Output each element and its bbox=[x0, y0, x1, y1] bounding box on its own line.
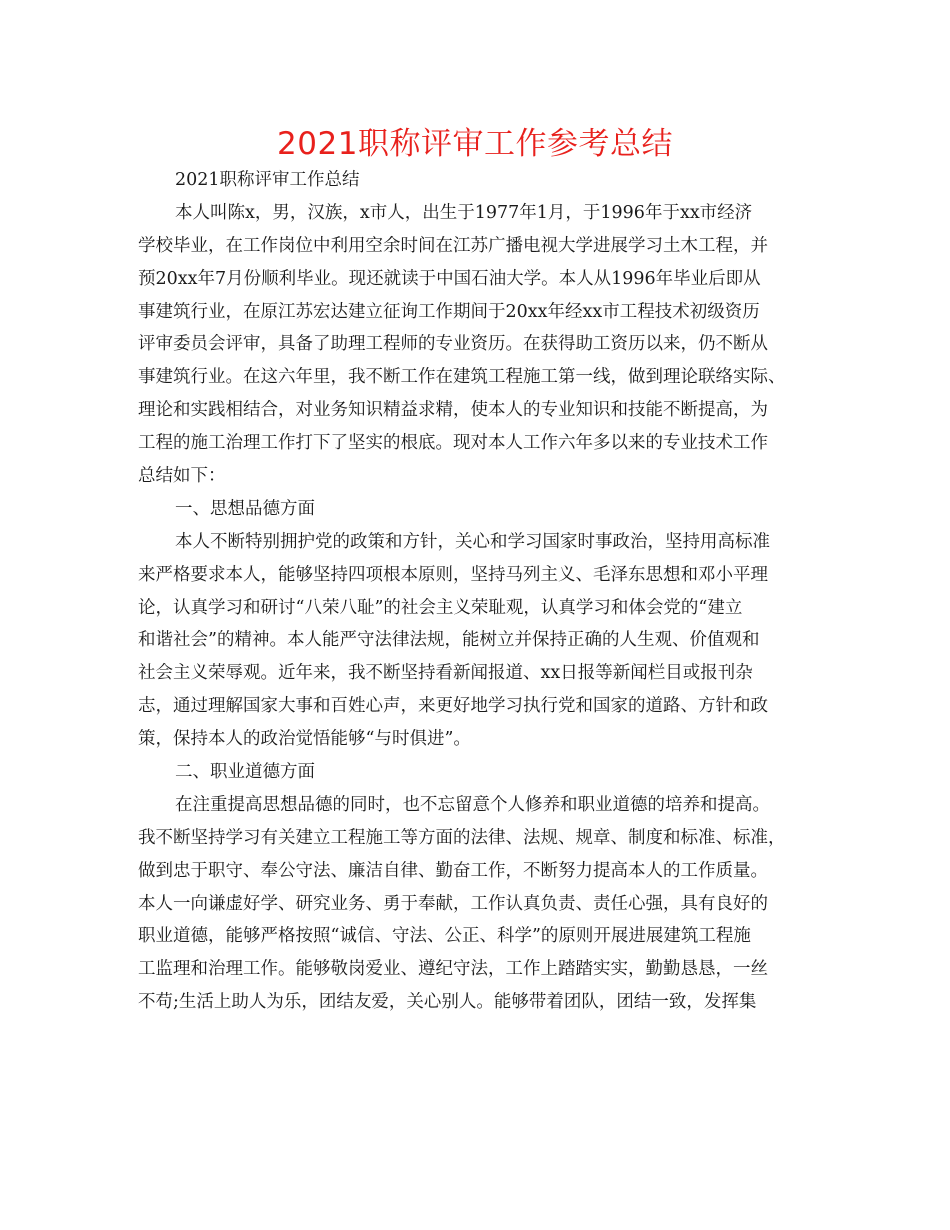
subtitle-line: 2021职称评审工作总结 bbox=[175, 170, 360, 190]
paragraph-line: 本人不断特别拥护党的政策和方针，关心和学习国家时事政治，坚持用高标准 bbox=[175, 531, 770, 552]
paragraph-line: 理论和实践相结合，对业务知识精益求精，使本人的专业知识和技能不断提高，为 bbox=[138, 400, 768, 421]
paragraph-line: 评审委员会评审，具备了助理工程师的专业资历。在获得助工资历以来，仍不断从 bbox=[138, 334, 768, 355]
paragraph-line: 职业道德，能够严格按照“诚信、守法、公正、科学”的原则开展进展建筑工程施 bbox=[138, 926, 751, 947]
paragraph-line: 事建筑行业，在原江苏宏达建立征询工作期间于20xx年经xx市工程技术初级资历 bbox=[138, 301, 760, 322]
paragraph-line: 学校毕业，在工作岗位中利用空余时间在江苏广播电视大学进展学习土木工程，并 bbox=[138, 235, 768, 256]
paragraph-line: 事建筑行业。在这六年里，我不断工作在建筑工程施工第一线，做到理论联络实际、 bbox=[138, 367, 786, 388]
section-heading: 二、职业道德方面 bbox=[175, 762, 315, 783]
paragraph-line: 论，认真学习和研讨“八荣八耻”的社会主义荣耻观，认真学习和体会党的“建立 bbox=[138, 597, 743, 618]
paragraph-line: 策，保持本人的政治觉悟能够“与时俱进”。 bbox=[138, 729, 471, 750]
paragraph-line: 我不断坚持学习有关建立工程施工等方面的法律、法规、规章、制度和标准、标准， bbox=[138, 827, 786, 848]
paragraph-line: 做到忠于职守、奉公守法、廉洁自律、勤奋工作，不断努力提高本人的工作质量。 bbox=[138, 860, 768, 881]
paragraph-line: 工监理和治理工作。能够敬岗爱业、遵纪守法，工作上踏踏实实，勤勤恳恳，一丝 bbox=[138, 959, 768, 980]
paragraph-line: 在注重提高思想品德的同时，也不忘留意个人修养和职业道德的培养和提高。 bbox=[175, 794, 770, 815]
paragraph-line: 预20xx年7月份顺利毕业。现还就读于中国石油大学。本人从1996年毕业后即从 bbox=[138, 268, 761, 289]
paragraph-line: 不苟;生活上助人为乐，团结友爱，关心别人。能够带着团队，团结一致，发挥集 bbox=[138, 992, 757, 1013]
paragraph-line: 志，通过理解国家大事和百姓心声，来更好地学习执行党和国家的道路、方针和政 bbox=[138, 696, 768, 717]
paragraph-line: 和谐社会”的精神。本人能严守法律法规，能树立并保持正确的人生观、价值观和 bbox=[138, 630, 760, 651]
section-heading: 一、思想品德方面 bbox=[175, 498, 315, 519]
document-title: 2021职称评审工作参考总结 bbox=[277, 126, 673, 162]
paragraph-line: 来严格要求本人，能够坚持四项根本原则，坚持马列主义、毛泽东思想和邓小平理 bbox=[138, 564, 768, 585]
paragraph-line: 工程的施工治理工作打下了坚实的根底。现对本人工作六年多以来的专业技术工作 bbox=[138, 433, 768, 454]
paragraph-line: 总结如下： bbox=[138, 466, 226, 487]
paragraph-line: 本人叫陈x，男，汉族，x市人，出生于1977年1月，于1996年于xx市经济 bbox=[175, 202, 753, 223]
paragraph-line: 本人一向谦虚好学、研究业务、勇于奉献，工作认真负责、责任心强，具有良好的 bbox=[138, 893, 768, 914]
document-body bbox=[138, 164, 828, 1019]
paragraph-line: 社会主义荣辱观。近年来，我不断坚持看新闻报道、xx日报等新闻栏目或报刊杂 bbox=[138, 663, 753, 684]
